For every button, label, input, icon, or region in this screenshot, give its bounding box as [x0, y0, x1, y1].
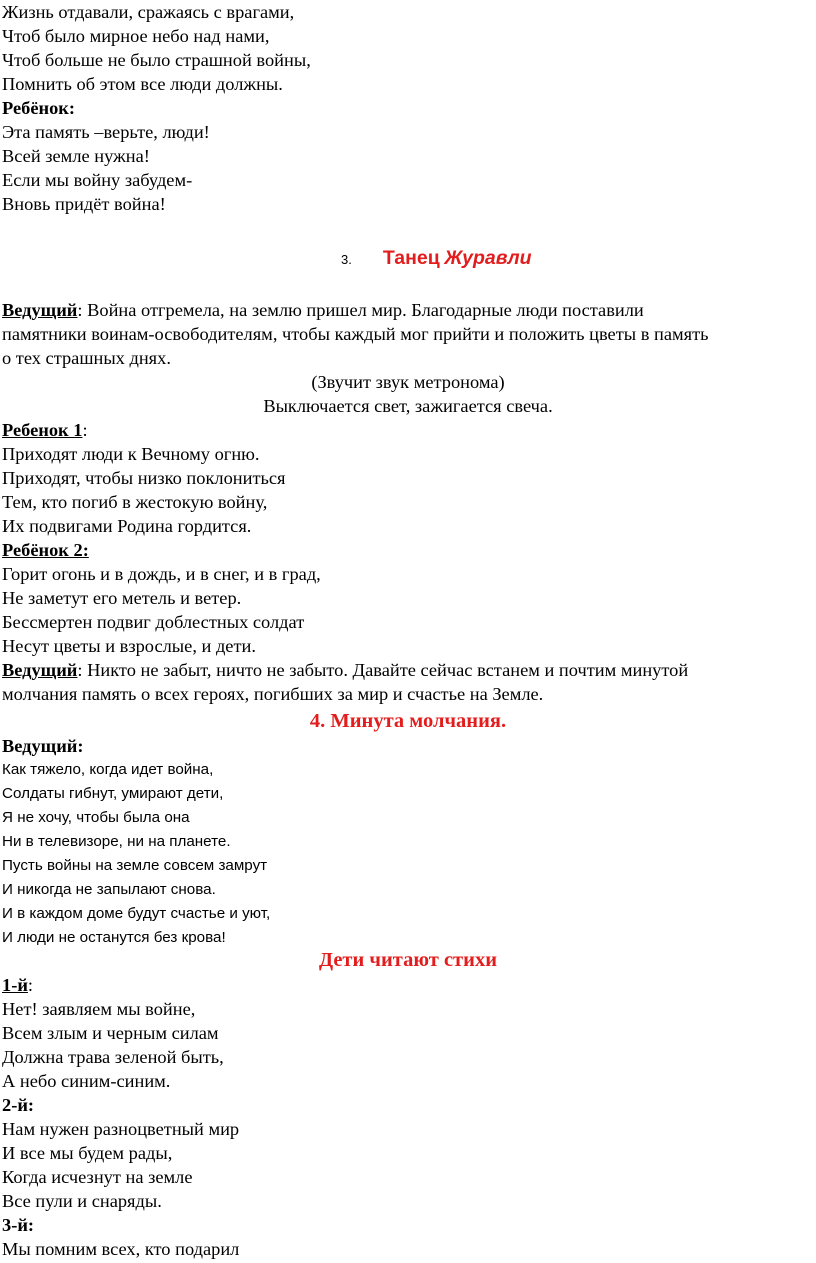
text-line: Все пули и снаряды.: [2, 1191, 162, 1211]
text-line: Ни в телевизоре, ни на планете.: [2, 833, 231, 850]
speaker-label: Ведущий:: [2, 736, 84, 756]
text-line: Когда исчезнут на земле: [2, 1167, 193, 1187]
section-heading-5: Дети читают стихи: [318, 949, 498, 971]
text-line: Нам нужен разноцветный мир: [2, 1119, 240, 1139]
section-heading-3: [341, 245, 532, 273]
speaker-label-line: 1-й:: [2, 975, 34, 995]
speaker-label: Ребёнок:: [2, 98, 76, 118]
text-line: Как тяжело, когда идет война,: [2, 761, 214, 778]
text-line: о тех страшных днях.: [2, 348, 171, 368]
text-line: Жизнь отдавали, сражаясь с врагами,: [2, 2, 295, 22]
text-line: Нет! заявляем мы войне,: [2, 999, 196, 1019]
text-line: Эта память –верьте, люди!: [2, 122, 210, 142]
stage-direction: Выключается свет, зажигается свеча.: [263, 396, 553, 416]
speaker-label: Ребенок 1: [2, 420, 83, 440]
text-line: И все мы будем рады,: [2, 1143, 173, 1163]
speaker-label: 1-й: [2, 975, 28, 995]
section-number: 3.: [341, 252, 352, 267]
text-line: И никогда не запылают снова.: [2, 881, 216, 898]
speaker-label: 2-й:: [2, 1095, 35, 1115]
text-line: Мы помним всех, кто подарил: [2, 1239, 240, 1259]
text-line: Солдаты гибнут, умирают дети,: [2, 785, 224, 802]
speaker-label: Ведущий: [2, 300, 78, 320]
text-line: Несут цветы и взрослые, и дети.: [2, 636, 256, 656]
text-line: Приходят, чтобы низко поклониться: [2, 468, 286, 488]
text-line: Помнить об этом все люди должны.: [2, 74, 283, 94]
text-line: Всей земле нужна!: [2, 146, 150, 166]
text-line: Бессмертен подвиг доблестных солдат: [2, 612, 305, 632]
text-line: Пусть войны на земле совсем замрут: [2, 857, 268, 874]
text-line: И люди не останутся без крова!: [2, 929, 226, 946]
text-line: Приходят люди к Вечному огню.: [2, 444, 260, 464]
text-line: Если мы войну забудем-: [2, 170, 193, 190]
section-heading-4: 4. Минута молчания.: [309, 710, 507, 732]
text-line: Чтоб больше не было страшной войны,: [2, 50, 311, 70]
speaker-label: Ребёнок 2:: [2, 540, 89, 560]
text-line: А небо синим-синим.: [2, 1071, 171, 1091]
host-paragraph: Ведущий: Война отгремела, на землю пришел мир. Благодарные люди поставили: [2, 300, 644, 320]
text-line: Горит огонь и в дождь, и в снег, и в град,: [2, 564, 321, 584]
text-line: молчания память о всех героях, погибших за мир и счастье на Земле.: [2, 684, 544, 704]
text-line: Всем злым и черным силам: [2, 1023, 219, 1043]
text-line: Должна трава зеленой быть,: [2, 1047, 224, 1067]
speaker-label: Ведущий: [2, 660, 78, 680]
text-line: памятники воинам-освободителям, чтобы каждый мог прийти и положить цветы в память: [2, 324, 709, 344]
section-title: Танец: [382, 247, 440, 269]
text-line: Вновь придёт война!: [2, 194, 166, 214]
text-line: Не заметут его метель и ветер.: [2, 588, 242, 608]
host-paragraph: Ведущий: Никто не забыт, ничто не забыто. Давайте сейчас встанем и почтим минутой: [2, 660, 689, 680]
stage-direction: (Звучит звук метронома): [311, 372, 505, 392]
speaker-label-line: Ребенок 1:: [2, 420, 88, 440]
text-line: И в каждом доме будут счастье и уют,: [2, 905, 271, 922]
text-line: Я не хочу, чтобы была она: [2, 809, 190, 826]
speaker-label: 3-й:: [2, 1215, 35, 1235]
text-line: Тем, кто погиб в жестокую войну,: [2, 492, 268, 512]
text-line: Их подвигами Родина гордится.: [2, 516, 252, 536]
section-title-italic: Журавли: [444, 247, 532, 269]
text-line: Чтоб было мирное небо над нами,: [2, 26, 270, 46]
